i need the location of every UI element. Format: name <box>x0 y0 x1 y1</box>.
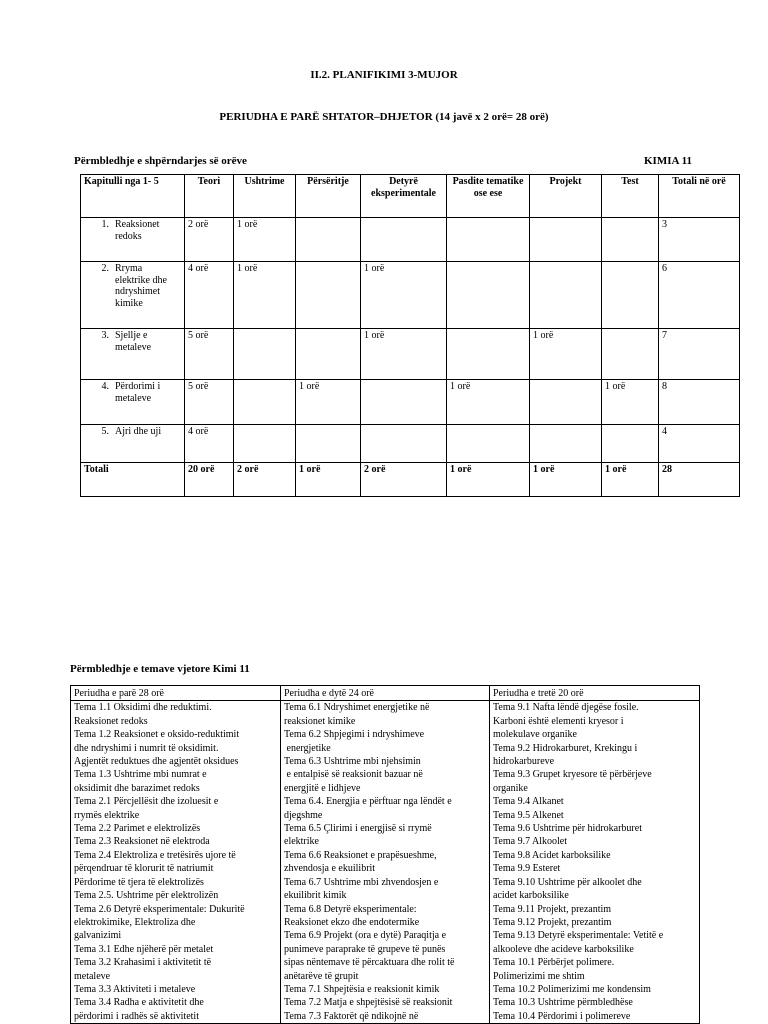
topic-line: djegshme <box>284 809 323 821</box>
topic-line: rrymës elektrike <box>74 809 140 821</box>
topic-line: Tema 6.4. Energjia e përftuar nga lëndët e <box>284 796 452 808</box>
table-cell <box>447 218 530 262</box>
topic-line: elektrike <box>284 836 319 848</box>
topic-line: Tema 7.3 Faktorët që ndikojnë në <box>284 1010 419 1022</box>
topic-line: Tema 6.2 Shpjegimi i ndryshimeve <box>284 729 425 741</box>
chapter-name: Reaksionet redoks <box>115 219 160 242</box>
chapter-cell <box>81 218 185 262</box>
total-cell: 1 orë <box>296 463 361 497</box>
topic-line: Reaksionet ekzo dhe endotermike <box>284 916 420 928</box>
table-row <box>81 218 740 262</box>
table-cell: 7 <box>659 329 740 380</box>
topic-line: Tema 2.2 Parimet e elektrolizës <box>74 823 201 835</box>
topic-line: Tema 3.2 Krahasimi i aktivitetit të <box>74 957 212 969</box>
topic-line: Tema 9.5 Alkenet <box>493 809 564 821</box>
table-cell <box>602 425 659 463</box>
chapter-name: Përdorimi i metaleve <box>115 381 161 404</box>
chapter-number: 3. <box>101 330 109 341</box>
topic-line: Tema 7.1 Shpejtësia e reaksionit kimik <box>284 983 440 995</box>
topic-line: metaleve <box>74 970 111 982</box>
table-cell: 1 orë <box>234 262 296 329</box>
table-cell <box>361 218 447 262</box>
topic-line: organike <box>493 782 528 794</box>
table-cell <box>447 425 530 463</box>
total-cell: 1 orë <box>602 463 659 497</box>
header-cell: Detyrë eksperimentale <box>361 175 447 218</box>
topic-line: Tema 9.4 Alkanet <box>493 796 564 808</box>
topic-line: energjetike <box>284 742 331 754</box>
table-cell: 1 orë <box>447 380 530 425</box>
header-cell: Totali në orë <box>659 175 740 218</box>
chapter-cell <box>81 262 185 329</box>
table-cell: 6 <box>659 262 740 329</box>
topic-line: Tema 6.9 Projekt (ora e dytë) Paraqitja e <box>284 930 447 942</box>
hours-table-header <box>81 175 740 218</box>
total-cell: 2 orë <box>361 463 447 497</box>
topic-line: molekulave organike <box>493 729 577 741</box>
table-cell <box>530 262 602 329</box>
topic-line: ekuilibrit kimik <box>284 890 347 902</box>
total-cell: 2 orë <box>234 463 296 497</box>
topic-line: Tema 6.3 Ushtrime mbi njehsimin <box>284 756 421 768</box>
topic-line: Tema 9.13 Detyrë eksperimentale: Vetitë e <box>493 930 664 942</box>
table-cell <box>234 329 296 380</box>
table-cell: 4 orë <box>185 262 234 329</box>
header-cell: Teori <box>185 175 234 218</box>
header-cell: Projekt <box>530 175 602 218</box>
chapter-number: 2. <box>101 263 109 274</box>
topic-line: Tema 2.6 Detyrë eksperimentale: Dukuritë <box>74 903 245 915</box>
table-cell <box>602 218 659 262</box>
table-cell <box>530 218 602 262</box>
topics-header-row <box>71 686 700 701</box>
topic-line: Tema 3.1 Edhe njëherë për metalet <box>74 943 214 955</box>
table-cell <box>234 425 296 463</box>
period-header: Periudha e tretë 20 orë <box>490 686 700 701</box>
topic-line: Tema 9.11 Projekt, prezantim <box>493 903 612 915</box>
total-cell: 28 <box>659 463 740 497</box>
table-cell <box>234 380 296 425</box>
total-cell: 20 orë <box>185 463 234 497</box>
chapter-number: 1. <box>101 219 109 230</box>
table-cell: 1 orë <box>361 262 447 329</box>
topic-line: Tema 6.1 Ndryshimet energjetike në <box>284 702 430 714</box>
topic-line: Tema 9.10 Ushtrime për alkoolet dhe <box>493 876 642 888</box>
table-cell <box>296 262 361 329</box>
topic-line: Tema 9.8 Acidet karboksilike <box>493 849 611 861</box>
period-header: Periudha e parë 28 orë <box>71 686 281 701</box>
summary-label: Përmbledhje e shpërndarjes së orëve <box>74 155 247 167</box>
chapter-number: 5. <box>101 426 109 437</box>
header-cell: Ushtrime <box>234 175 296 218</box>
chapter-name: Sjellje e metaleve <box>115 330 152 353</box>
total-cell: 1 orë <box>447 463 530 497</box>
period-2-topics <box>281 701 490 1024</box>
topic-line: Tema 2.3 Reaksionet në elektroda <box>74 836 210 848</box>
table-cell <box>602 329 659 380</box>
topic-line: zhvendosja e ekuilibrit <box>284 863 376 875</box>
total-label: Totali <box>81 463 185 497</box>
table-cell <box>361 380 447 425</box>
table-cell <box>296 218 361 262</box>
table-cell: 1 orë <box>361 329 447 380</box>
chapter-name: Ajri dhe uji <box>115 426 162 437</box>
table-cell: 3 <box>659 218 740 262</box>
topic-line: Reaksionet redoks <box>74 715 148 727</box>
topic-line: Karboni është elementi kryesor i <box>493 715 624 727</box>
table-row <box>81 425 740 463</box>
topic-line: Tema 9.2 Hidrokarburet, Krekingu i <box>493 742 638 754</box>
table-cell <box>447 262 530 329</box>
topic-line: Tema 9.6 Ushtrime për hidrokarburet <box>493 823 642 835</box>
chapter-cell <box>81 425 185 463</box>
topic-line: oksidimit dhe barazimet redoks <box>74 782 200 794</box>
topic-line: Tema 1.2 Reaksionet e oksido-reduktimit <box>74 729 240 741</box>
table-cell <box>447 329 530 380</box>
topic-line: hidrokarbureve <box>493 756 555 768</box>
topic-line: Tema 9.12 Projekt, prezantim <box>493 916 612 928</box>
table-cell: 4 orë <box>185 425 234 463</box>
chapter-cell <box>81 380 185 425</box>
topic-line: alkooleve dhe acideve karboksilike <box>493 943 634 955</box>
hours-distribution-table <box>80 174 740 497</box>
topic-line: Përdorime të tjera të elektrolizës <box>74 876 204 888</box>
period-subtitle: PERIUDHA E PARË SHTATOR–DHJETOR (14 javë x 2 orë= 28 orë) <box>219 111 549 123</box>
table-cell <box>530 425 602 463</box>
table-cell: 2 orë <box>185 218 234 262</box>
topic-line: dhe ndryshimi i numrit të oksidimit. <box>74 742 219 754</box>
topic-line: Tema 3.3 Aktiviteti i metaleve <box>74 983 196 995</box>
topic-line: Tema 10.2 Polimerizimi me kondensim <box>493 983 651 995</box>
table-cell: 8 <box>659 380 740 425</box>
topic-line: punimeve paraprake të grupeve të punës <box>284 943 446 955</box>
table-row <box>81 380 740 425</box>
topic-line: Tema 6.6 Reaksionet e prapësueshme, <box>284 849 437 861</box>
table-cell: 1 orë <box>234 218 296 262</box>
topic-line: reaksionet kimike <box>284 715 356 727</box>
header-cell: Përsëritje <box>296 175 361 218</box>
topic-line: Tema 6.8 Detyrë eksperimentale: <box>284 903 417 915</box>
topic-line: Tema 7.2 Matja e shpejtësisë së reaksionit <box>284 997 453 1009</box>
topic-line: Tema 1.3 Ushtrime mbi numrat e <box>74 769 207 781</box>
topic-line: energjitë e lidhjeve <box>284 782 361 794</box>
table-cell <box>296 329 361 380</box>
topic-line: Tema 6.5 Çlirimi i energjisë si rrymë <box>284 823 432 835</box>
topic-line: Tema 2.1 Përcjellësit dhe izoluesit e <box>74 796 219 808</box>
total-row <box>81 463 740 497</box>
topic-line: Tema 10.3 Ushtrime përmbledhëse <box>493 997 633 1009</box>
table-cell <box>530 380 602 425</box>
table-cell: 4 <box>659 425 740 463</box>
page-title: II.2. PLANIFIKIMI 3-MUJOR <box>310 69 458 81</box>
topic-line: përqendruar të klorurit të natriumit <box>74 863 214 875</box>
topics-body-row <box>71 701 700 1024</box>
table-row <box>81 329 740 380</box>
topic-line: përdorimi i radhës së aktivitetit <box>74 1010 199 1022</box>
topic-line: Tema 9.3 Grupet kryesore të përbërjeve <box>493 769 652 781</box>
total-cell: 1 orë <box>530 463 602 497</box>
period-header: Periudha e dytë 24 orë <box>281 686 490 701</box>
chapter-cell <box>81 329 185 380</box>
header-cell: Test <box>602 175 659 218</box>
topics-label: Përmbledhje e temave vjetore Kimi 11 <box>70 663 250 675</box>
table-cell: 1 orë <box>296 380 361 425</box>
annual-topics-table <box>70 685 700 1024</box>
table-cell <box>361 425 447 463</box>
topic-line: Tema 10.4 Përdorimi i polimereve <box>493 1010 631 1022</box>
topic-line: galvanizimi <box>74 930 122 942</box>
topic-line: sipas nëntemave të përcaktuara dhe rolit të <box>284 957 455 969</box>
topic-line: Tema 10.1 Përbërjet polimere. <box>493 957 615 969</box>
topic-line: Tema 3.4 Radha e aktivitetit dhe <box>74 997 204 1009</box>
topic-line: Agjentët reduktues dhe agjentët oksidues <box>74 756 239 768</box>
topic-line: e entalpisë së reaksionit bazuar në <box>284 769 423 781</box>
chapter-name: Rryma elektrike dhe ndryshimet kimike <box>115 263 167 309</box>
topic-line: Tema 6.7 Ushtrime mbi zhvendosjen e <box>284 876 439 888</box>
table-cell <box>602 262 659 329</box>
table-cell <box>296 425 361 463</box>
period-3-topics <box>490 701 700 1024</box>
table-cell: 1 orë <box>602 380 659 425</box>
topic-line: Polimerizimi me shtim <box>493 970 585 982</box>
table-cell: 5 orë <box>185 380 234 425</box>
topic-line: Tema 9.7 Alkoolet <box>493 836 568 848</box>
table-cell: 5 orë <box>185 329 234 380</box>
header-cell: Pasdite tematike ose ese <box>447 175 530 218</box>
table-row <box>81 262 740 329</box>
table-cell: 1 orë <box>530 329 602 380</box>
topic-line: Tema 2.5. Ushtrime për elektrolizën <box>74 890 219 902</box>
topic-line: Tema 1.1 Oksidimi dhe reduktimi. <box>74 702 212 714</box>
topic-line: acidet karboksilike <box>493 890 569 902</box>
subject-label: KIMIA 11 <box>644 155 692 167</box>
topic-line: elektrokimike, Elektroliza dhe <box>74 916 196 928</box>
chapter-number: 4. <box>101 381 109 392</box>
topic-line: Tema 9.1 Nafta lëndë djegëse fosile. <box>493 702 639 714</box>
topic-line: anëtarëve të grupit <box>284 970 359 982</box>
header-cell: Kapitulli nga 1- 5 <box>81 175 185 218</box>
period-1-topics <box>71 701 281 1024</box>
topic-line: Tema 9.9 Esteret <box>493 863 561 875</box>
topic-line: Tema 2.4 Elektroliza e tretësirës ujore të <box>74 849 236 861</box>
